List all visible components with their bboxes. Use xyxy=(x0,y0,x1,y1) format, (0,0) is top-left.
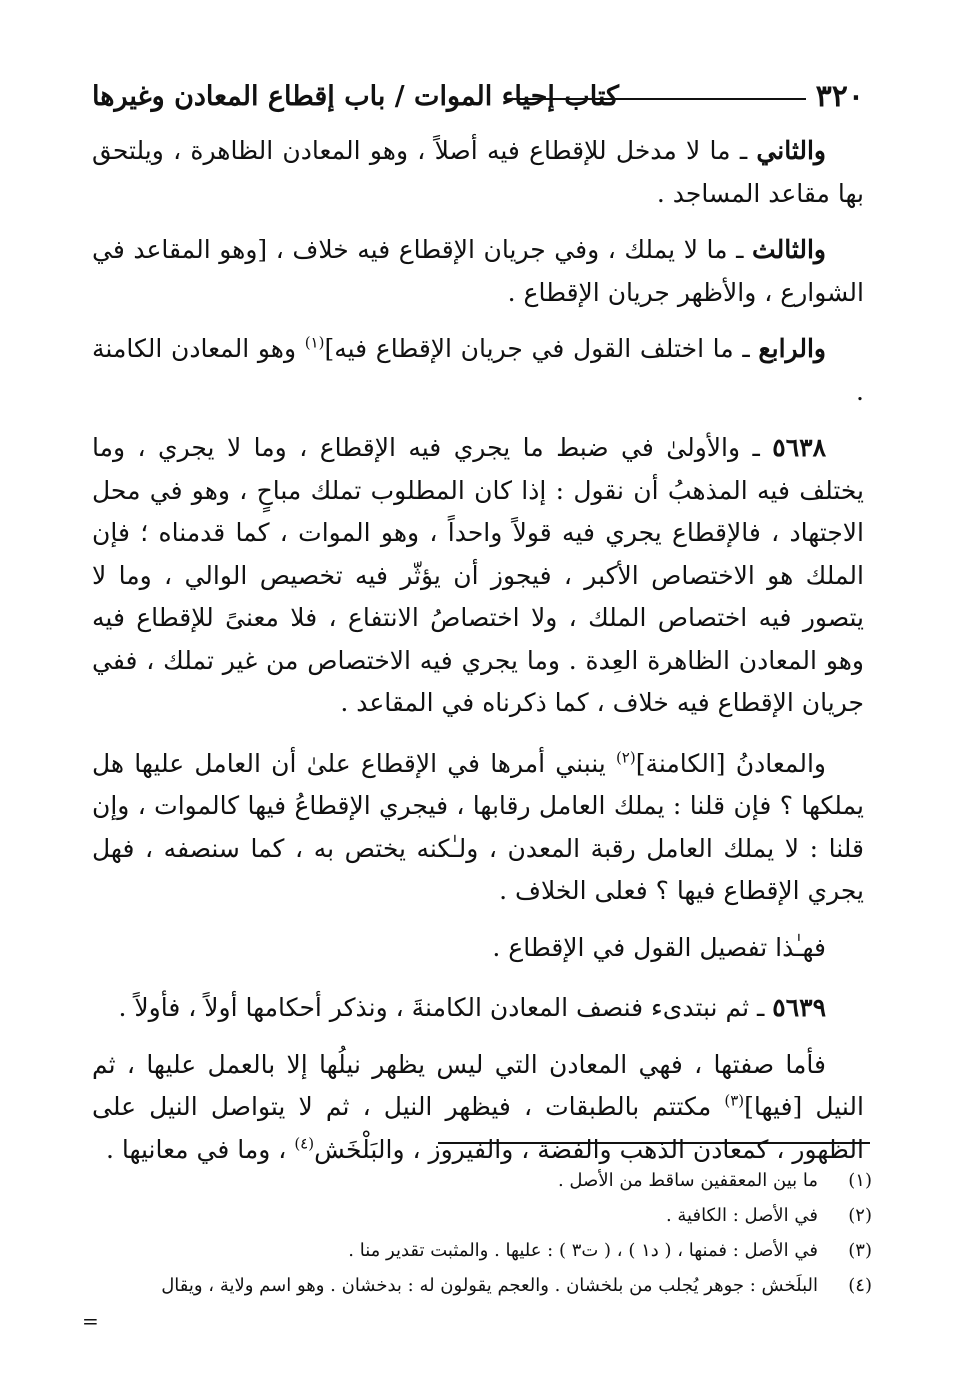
paragraph-text: مكتتم بالطبقات ، فيظهر النيل ، ثم لا يتواصل النيل على الظهور ، كمعادن الذهب والفضة ، والفيروز ، والبَلْخَش xyxy=(92,1092,864,1164)
footnote-text: في الأصل : الكافية . xyxy=(665,1205,818,1226)
footnotes xyxy=(92,1163,872,1303)
paragraph-lead: والرابع xyxy=(758,334,826,363)
paragraph-number: ٥٦٣٩ xyxy=(772,993,826,1022)
footnote-reference: (١) xyxy=(304,333,325,352)
footnote-text: في الأصل : فمنها ، ( د١ ) ، ( ت٣ ) : عليها . والمثبت تقدير منا . xyxy=(348,1240,818,1261)
footnote-2 xyxy=(92,1198,872,1233)
paragraph-lead: والثالث xyxy=(752,235,826,264)
paragraph-fourth xyxy=(92,328,864,413)
main-text xyxy=(92,130,864,1189)
footnote-number: (١) xyxy=(848,1170,872,1191)
paragraph-text: ، وما في معانيها . xyxy=(105,1134,295,1164)
paragraph-summary xyxy=(92,927,864,970)
footnote-text: ما بين المعقفين ساقط من الأصل . xyxy=(557,1170,818,1191)
running-title: كتاب إحياء الموات / باب إقطاع المعادن وغيرها xyxy=(92,81,619,112)
footnote-rule xyxy=(438,1142,870,1144)
paragraph-5639 xyxy=(92,987,864,1030)
paragraph-text: فهـٰذا تفصيل القول في الإقطاع . xyxy=(492,932,826,962)
paragraph-hidden-minerals xyxy=(92,743,864,913)
paragraph-5638 xyxy=(92,427,864,725)
paragraph-text: وهو المعادن الكامنة . xyxy=(92,334,864,406)
footnote-number: (٤) xyxy=(848,1275,872,1296)
paragraph-text: ـ ثم نبتدىء فنصف المعادن الكامنةَ ، ونذكر أحكامها أولاً ، فأولاً . xyxy=(118,993,773,1022)
footnote-number: (٢) xyxy=(848,1205,872,1226)
page-number: ٣٢٠ xyxy=(815,79,864,114)
page-header xyxy=(92,74,864,120)
continuation-mark: = xyxy=(82,1309,99,1333)
paragraph-text: ـ ما لا يملك ، وفي جريان الإقطاع فيه خلاف ، [وهو المقاعد في الشوارع ، والأظهر جريان الإقطاع . xyxy=(92,235,864,307)
footnote-reference: (٢) xyxy=(615,748,636,767)
paragraph-number: ٥٦٣٨ xyxy=(772,433,826,462)
footnote-3 xyxy=(92,1233,872,1268)
footnote-reference: (٣) xyxy=(724,1091,745,1110)
footnote-number: (٣) xyxy=(848,1240,872,1261)
paragraph-third xyxy=(92,229,864,314)
paragraph-text: ـ ما اختلف القول في جريان الإقطاع فيه] xyxy=(324,334,759,363)
paragraph-description xyxy=(92,1044,864,1172)
footnote-text: البلَخش : جوهر يُجلب من بلخشان . والعجم يقولون له : بدخشان . وهو اسم ولاية ، ويقال xyxy=(161,1275,818,1296)
footnote-1 xyxy=(92,1163,872,1198)
paragraph-lead: والثاني xyxy=(756,136,826,165)
paragraph-text: فأما صفتها ، فهي المعادن التي ليس يظهر نيلُها إلا بالعمل عليها ، ثم النيل [فيها] xyxy=(92,1049,864,1121)
footnote-4 xyxy=(92,1268,872,1303)
footnote-reference: (٤) xyxy=(294,1134,315,1153)
paragraph-second xyxy=(92,130,864,215)
paragraph-text: ينبني أمرها في الإقطاع علىٰ أن العامل عليها هل يملكها ؟ فإن قلنا : يملك العامل رقابها ، فيجري الإقطاعُ فيها كالموات ، وإن قلنا : لا يملك العامل رقبة المعدن ، ولـٰكنه يختص به ، كما سنصفه ، فهل يجري الإقطاع فيها ؟ فعلى الخلاف . xyxy=(92,748,864,905)
paragraph-text: والمعادنُ [الكامنة] xyxy=(635,748,826,778)
paragraph-text: ـ ما لا مدخل للإقطاع فيه أصلاً ، وهو المعادن الظاهرة ، ويلتحق بها مقاعد المساجد . xyxy=(92,136,864,208)
paragraph-text: ـ والأولىٰ في ضبط ما يجري فيه الإقطاع ، وما لا يجري ، وما يختلف فيه المذهبُ أن نقول : إذا كان المطلوب تملك مباحٍ ، وهو في محل الاجتهاد ، فالإقطاع يجري فيه قولاً واحداً ، وهو الموات ، كما قدمناه ؛ فإن الملك هو الاختصاص الأكبر ، فيجوز أن يؤثّر فيه تخصيص الوالي ، وما لا يتصور فيه اختصاص الملك ، ولا اختصاصُ الانتفاع ، فلا معنىً للإقطاع فيه وهو المعادن الظاهرة العِدة . وما يجري فيه الاختصاص من غير تملك ، ففي جريان الإقطاع فيه خلاف ، كما ذكرناه في المقاعد . xyxy=(92,433,864,717)
